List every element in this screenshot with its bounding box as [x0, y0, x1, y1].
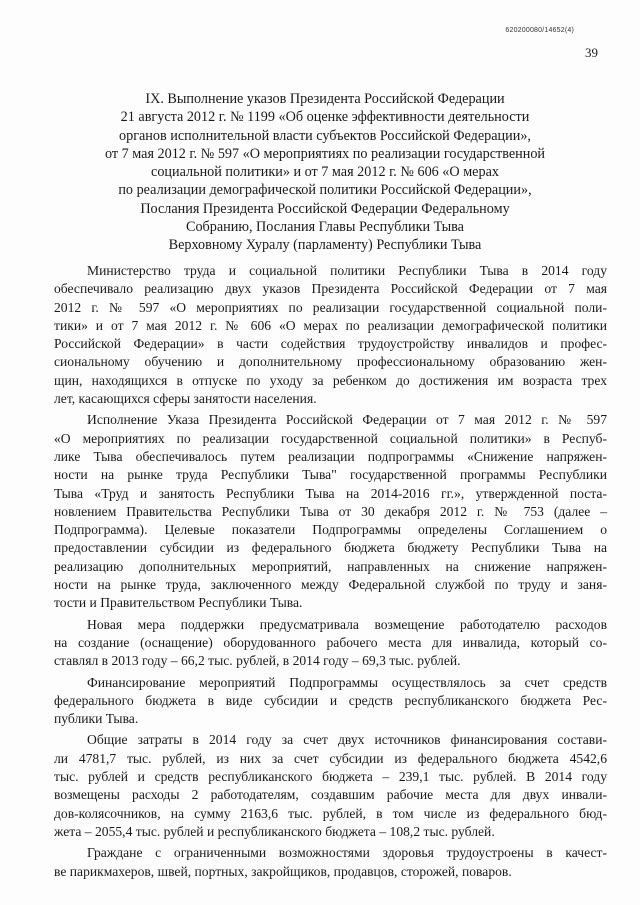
- heading-line: Послания Президента Российской Федерации Федеральному: [140, 200, 510, 217]
- text-line: публики Тыва.: [54, 711, 139, 727]
- text-line: Новая мера поддержки предусматривала возмещение работодателю расходов: [87, 616, 607, 632]
- text-line: федерального бюджета в виде субсидии и средств республиканского бюджета Рес-: [54, 692, 607, 708]
- text-line: Тыва «Труд и занятость Республики Тыва на 2014-2016 гг.», утвержденной поста-: [54, 485, 607, 501]
- text-line: Финансирование мероприятий Подпрограммы осуществлялось за счет средств: [87, 674, 607, 690]
- text-line: предоставлении субсидии из федерального бюджета бюджету Республики Тыва на: [54, 540, 607, 556]
- paragraph-ministry-overview: [54, 262, 607, 408]
- text-line: новлением Правительства Республики Тыва от 30 декабря 2012 г. № 753 (далее –: [54, 503, 607, 519]
- text-line: тики» и от 7 мая 2012 г. № 606 «О мерах по реализации демографической политики: [54, 317, 607, 333]
- document-id: 620200080/14652(4): [505, 27, 574, 34]
- text-line: жета – 2055,4 тыс. рублей и республиканского бюджета – 108,2 тыс. рублей.: [54, 823, 495, 839]
- paragraph-total-costs: [54, 731, 607, 841]
- heading-line: социальной политики» и от 7 мая 2012 г. № 606 «О мерах: [151, 164, 499, 181]
- paragraph-support-measure: [54, 616, 607, 671]
- text-line: тости и Правительством Республики Тыва.: [54, 595, 303, 611]
- text-line: Подпрограмма). Целевые показатели Подпрограммы определены Соглашением о: [54, 522, 607, 538]
- text-line: Исполнение Указа Президента Российской Федерации от 7 мая 2012 г. № 597: [87, 412, 607, 428]
- text-line: возмещены расходы 2 работодателям, создавшим рабочие места для двух инвали-: [54, 787, 607, 803]
- heading-line: IX. Выполнение указов Президента Российской Федерации: [145, 91, 505, 107]
- text-line: лет, касающихся сферы занятости населения.: [54, 391, 317, 407]
- document-body: [54, 262, 607, 884]
- text-line: Министерство труда и социальной политики Республики Тыва в 2014 году: [87, 263, 607, 278]
- text-line: ности на рынке труда, заключенного между Федеральной службой по труду и заня-: [54, 577, 607, 593]
- paragraph-financing: [54, 674, 607, 729]
- page-number: 39: [585, 45, 598, 60]
- text-line: дов-колясочников, на сумму 2163,6 тыс. рублей, в том числе из федерального бюд-: [54, 805, 607, 821]
- paragraph-decree-execution: [54, 411, 607, 612]
- text-line: ве парикмахеров, швей, портных, закройщиков, продавцов, сторожей, поваров.: [54, 863, 512, 879]
- text-line: ставлял в 2013 году – 66,2 тыс. рублей, в 2014 году – 69,3 тыс. рублей.: [54, 653, 461, 669]
- text-line: Общие затраты в 2014 году за счет двух источников финансирования состави-: [87, 732, 607, 748]
- heading-line: от 7 мая 2012 г. № 597 «О мероприятиях по реализации государственной: [104, 145, 546, 162]
- text-line: Граждане с ограниченными возможностями здоровья трудоустроены в качест-: [87, 845, 607, 861]
- text-line: лике Тыва обеспечивалось путем реализации подпрограммы «Снижение напряжен-: [54, 448, 607, 464]
- paragraph-employment-types: [54, 844, 607, 881]
- text-line: щин, находящихся в отпуске по уходу за ребенком до достижения им возраста трех: [54, 372, 607, 388]
- text-line: ности на рынке труда Республики Тыва" государственной программы Республики: [54, 467, 607, 483]
- text-line: тыс. рублей и средств республиканского бюджета – 239,1 тыс. рублей. В 2014 году: [54, 769, 607, 785]
- text-line: сиональному обучению и дополнительному профессиональному образованию жен-: [54, 354, 607, 370]
- heading-line: по реализации демографической политики Российской Федерации»,: [118, 182, 532, 199]
- text-line: 2012 г. № 597 «О мероприятиях по реализации государственной социальной поли-: [54, 299, 607, 315]
- text-line: ли 4781,7 тыс. рублей, из них за счет субсидии из федерального бюджета 4542,6: [54, 750, 607, 766]
- heading-line: Верховному Хуралу (парламенту) Республики Тыва: [168, 237, 482, 254]
- text-line: реализацию дополнительных мероприятий, направленных на снижение напряжен-: [54, 558, 607, 574]
- heading-line: органов исполнительной власти субъектов Российской Федерации»,: [119, 127, 531, 144]
- heading-line: Собранию, Послания Главы Республики Тыва: [186, 219, 464, 236]
- text-line: Российской Федерации» в части содействия трудоустройству инвалидов и профес-: [54, 336, 607, 352]
- text-line: на создание (оснащение) оборудованного рабочего места для инвалида, который со-: [54, 634, 607, 650]
- text-line: обеспечивало реализацию двух указов Президента Российской Федерации от 7 мая: [54, 281, 607, 297]
- heading-line: 21 августа 2012 г. № 1199 «Об оценке эффективности деятельности: [120, 109, 530, 126]
- text-line: «О мероприятиях по реализации государственной социальной политики» в Респуб-: [54, 430, 607, 446]
- section-heading: [60, 90, 590, 255]
